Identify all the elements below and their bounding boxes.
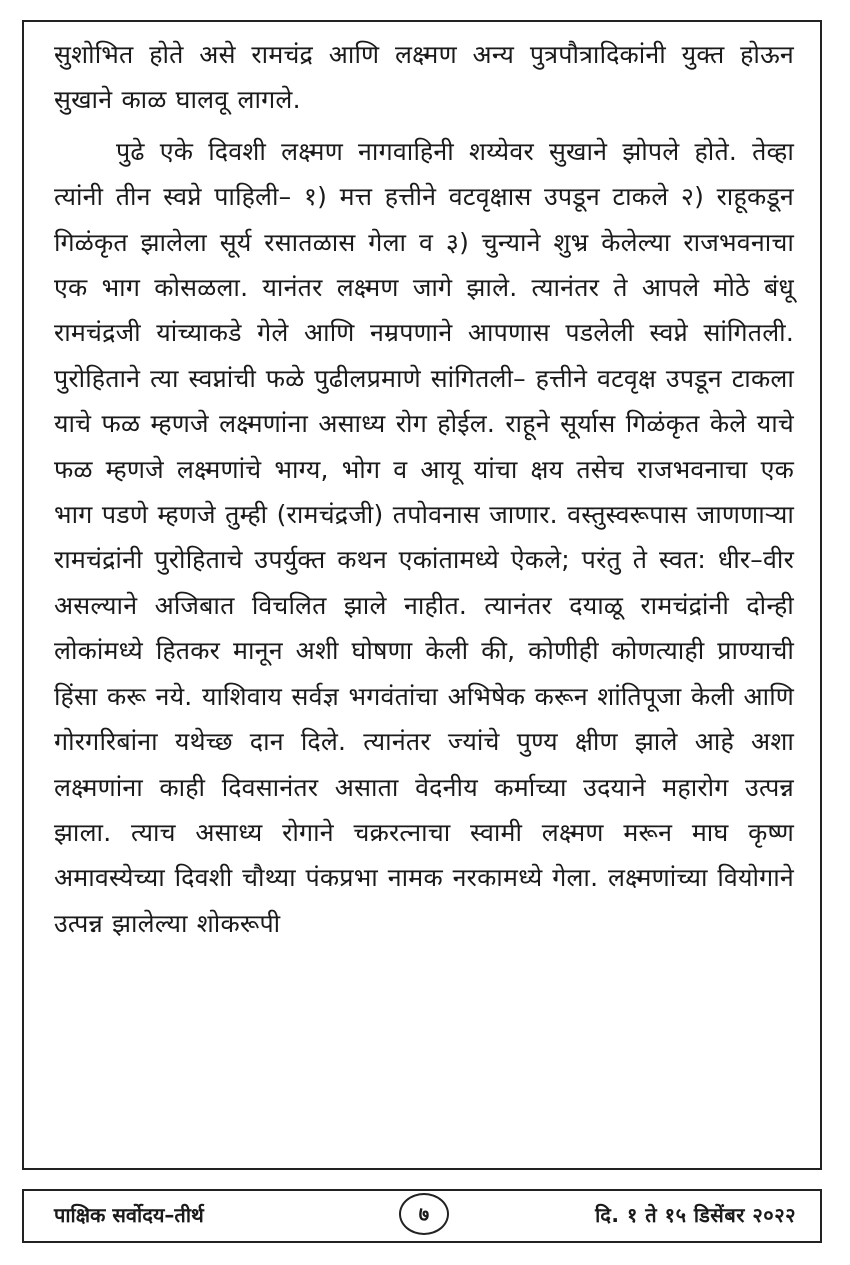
issue-date: दि. १ ते १५ डिसेंबर २०२२ <box>595 1203 796 1227</box>
page-body <box>22 20 822 1170</box>
paragraph-dreams: पुढे एके दिवशी लक्ष्मण नागवाहिनी शय्येवर सुखाने झोपले होते. तेव्हा त्यांनी तीन स्वप्ने पाहिली– १) मत्त हत्तीने वटवृक्षास उपडून टाकले २) राहूकडून गिळंकृत झालेला सूर्य रसातळास गेला व ३) चुन्याने शुभ्र केलेल्या राजभवनाचा एक भाग कोसळला. यानंतर लक्ष्मण जागे झाले. त्यानंतर ते आपले मोठे बंधू रामचंद्रजी यांच्याकडे गेले आणि नम्रपणाने आपणास पडलेली स्वप्ने सांगितली. पुरोहिताने त्या स्वप्नांची फळे पुढीलप्रमाणे सांगितली– हत्तीने वटवृक्ष उपडून टाकला याचे फळ म्हणजे लक्ष्मणांना असाध्य रोग होईल. राहूने सूर्यास गिळंकृत केले याचे फळ म्हणजे लक्ष्मणांचे भाग्य, भोग व आयू यांचा क्षय तसेच राजभवनाचा एक भाग पडणे म्हणजे तुम्ही (रामचंद्रजी) तपोवनास जाणार. वस्तुस्वरूपास जाणणाऱ्या रामचंद्रांनी पुरोहिताचे उपर्युक्त कथन एकांतामध्ये ऐकले; परंतु ते स्वत: धीर–वीर असल्याने अजिबात विचलित झाले नाहीत. त्यानंतर दयाळू रामचंद्रांनी दोन्ही लोकांमध्ये हितकर मानून अशी घोषणा केली की, कोणीही कोणत्याही प्राण्याची हिंसा करू नये. याशिवाय सर्वज्ञ भगवंतांचा अभिषेक करून शांतिपूजा केली आणि गोरगरिबांना यथेच्छ दान दिले. त्यानंतर ज्यांचे पुण्य क्षीण झाले आहे अशा लक्ष्मणांना काही दिवसानंतर असाता वेदनीय कर्माच्या उदयाने महारोग उत्पन्न झाला. त्याच असाध्य रोगाने चक्ररत्नाचा स्वामी लक्ष्मण मरून माघ कृष्ण अमावस्येच्या दिवशी चौथ्या पंकप्रभा नामक नरकामध्ये गेला. लक्ष्मणांच्या वियोगाने उत्पन्न झालेल्या शोकरूपी <box>54 136 794 938</box>
page-footer <box>22 1189 822 1243</box>
publication-name: पाक्षिक सर्वोदय–तीर्थ <box>54 1203 204 1227</box>
page-number-badge: ७ <box>399 1193 449 1235</box>
paragraph-continuation: सुशोभित होते असे रामचंद्र आणि लक्ष्मण अन्य पुत्रपौत्रादिकांनी युक्त होऊन सुखाने काळ घालवू लागले. <box>54 40 794 115</box>
